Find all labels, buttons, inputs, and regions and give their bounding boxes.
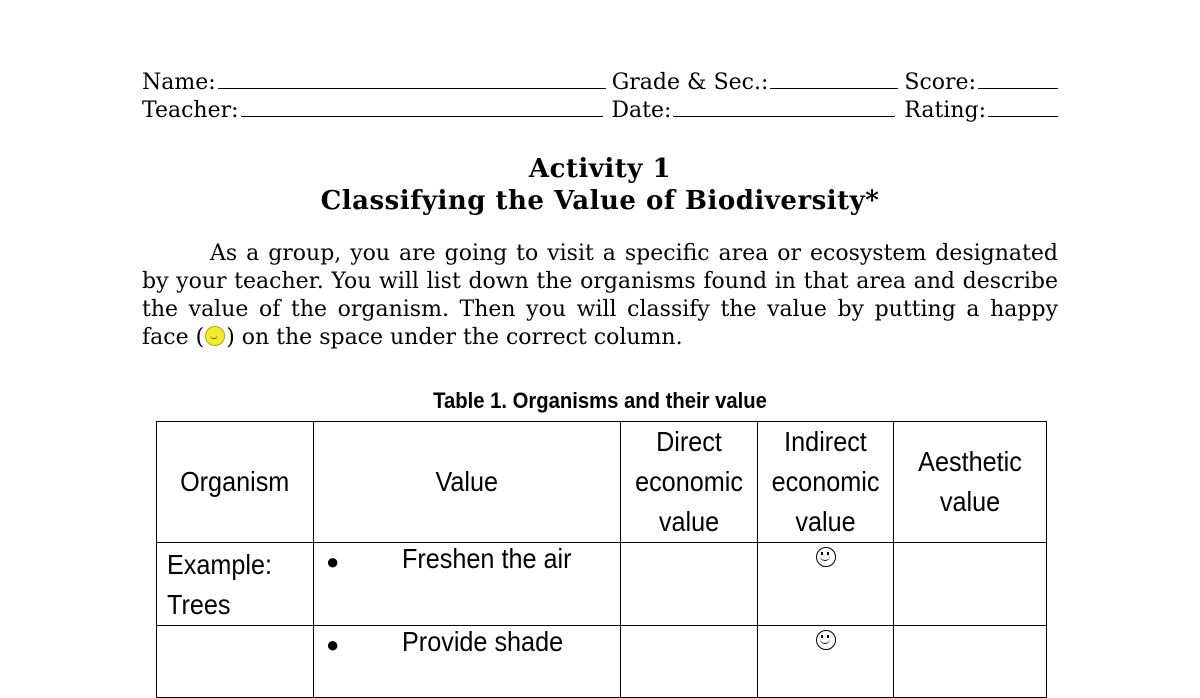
date-blank[interactable]	[673, 98, 895, 117]
table-row	[157, 626, 1047, 698]
header-row-2	[142, 98, 1058, 123]
table-caption: Table 1. Organisms and their value	[433, 388, 767, 413]
header-aesthetic-value: Aesthetic value	[894, 422, 1047, 543]
instructions-text-part2: ) on the space under the correct column.	[226, 325, 683, 350]
direct-economic-cell[interactable]	[621, 626, 758, 698]
date-field[interactable]	[611, 98, 895, 123]
aesthetic-cell[interactable]	[894, 626, 1047, 698]
rating-label: Rating:	[904, 98, 986, 123]
rating-field[interactable]	[904, 98, 1058, 123]
aesthetic-cell[interactable]	[894, 543, 1047, 626]
direct-economic-cell[interactable]	[621, 543, 758, 626]
bullet-icon: ●	[326, 549, 340, 574]
score-blank[interactable]	[978, 70, 1058, 89]
instructions-text-part1: As a group, you are going to visit a specific area or ecosystem designated by your teacher. You will list down the organisms found in that area and describe the value of the organism. Then you will classify the value by putting a happy face (	[142, 241, 1058, 350]
activity-subtitle: Classifying the Value of Biodiversity*	[320, 186, 880, 216]
header-indirect-economic-value: Indirect economic value	[758, 422, 894, 543]
organisms-table	[156, 421, 1047, 698]
instructions-paragraph	[142, 240, 1058, 352]
smiley-face-icon	[205, 326, 225, 346]
header-value: Value	[314, 422, 621, 543]
score-label: Score:	[904, 70, 976, 95]
bullet-icon: ●	[326, 632, 340, 657]
organism-cell: Example: Trees	[157, 543, 314, 626]
date-label: Date:	[611, 98, 672, 123]
grade-blank[interactable]	[770, 70, 898, 89]
table-row	[157, 543, 1047, 626]
value-cell	[314, 626, 621, 698]
activity-title: Activity 1	[528, 154, 672, 184]
grade-label: Grade & Sec.:	[611, 70, 769, 95]
happy-face-icon	[816, 630, 836, 650]
value-text: Freshen the air	[402, 543, 572, 574]
teacher-blank[interactable]	[241, 98, 603, 117]
name-field[interactable]	[142, 70, 606, 95]
name-label: Name:	[142, 70, 216, 95]
teacher-field[interactable]	[142, 98, 603, 123]
header-direct-economic-value: Direct economic value	[621, 422, 758, 543]
header-organism: Organism	[157, 422, 314, 543]
rating-blank[interactable]	[988, 98, 1058, 117]
header-row-1	[142, 70, 1058, 95]
organism-cell	[157, 626, 314, 698]
value-text: Provide shade	[402, 626, 564, 657]
indirect-economic-cell[interactable]	[758, 543, 894, 626]
name-blank[interactable]	[218, 70, 606, 89]
teacher-label: Teacher:	[142, 98, 239, 123]
indirect-economic-cell[interactable]	[758, 626, 894, 698]
table-header-row	[157, 422, 1047, 543]
grade-field[interactable]	[612, 70, 899, 95]
score-field[interactable]	[904, 70, 1058, 95]
value-cell	[314, 543, 621, 626]
happy-face-icon	[816, 547, 836, 567]
